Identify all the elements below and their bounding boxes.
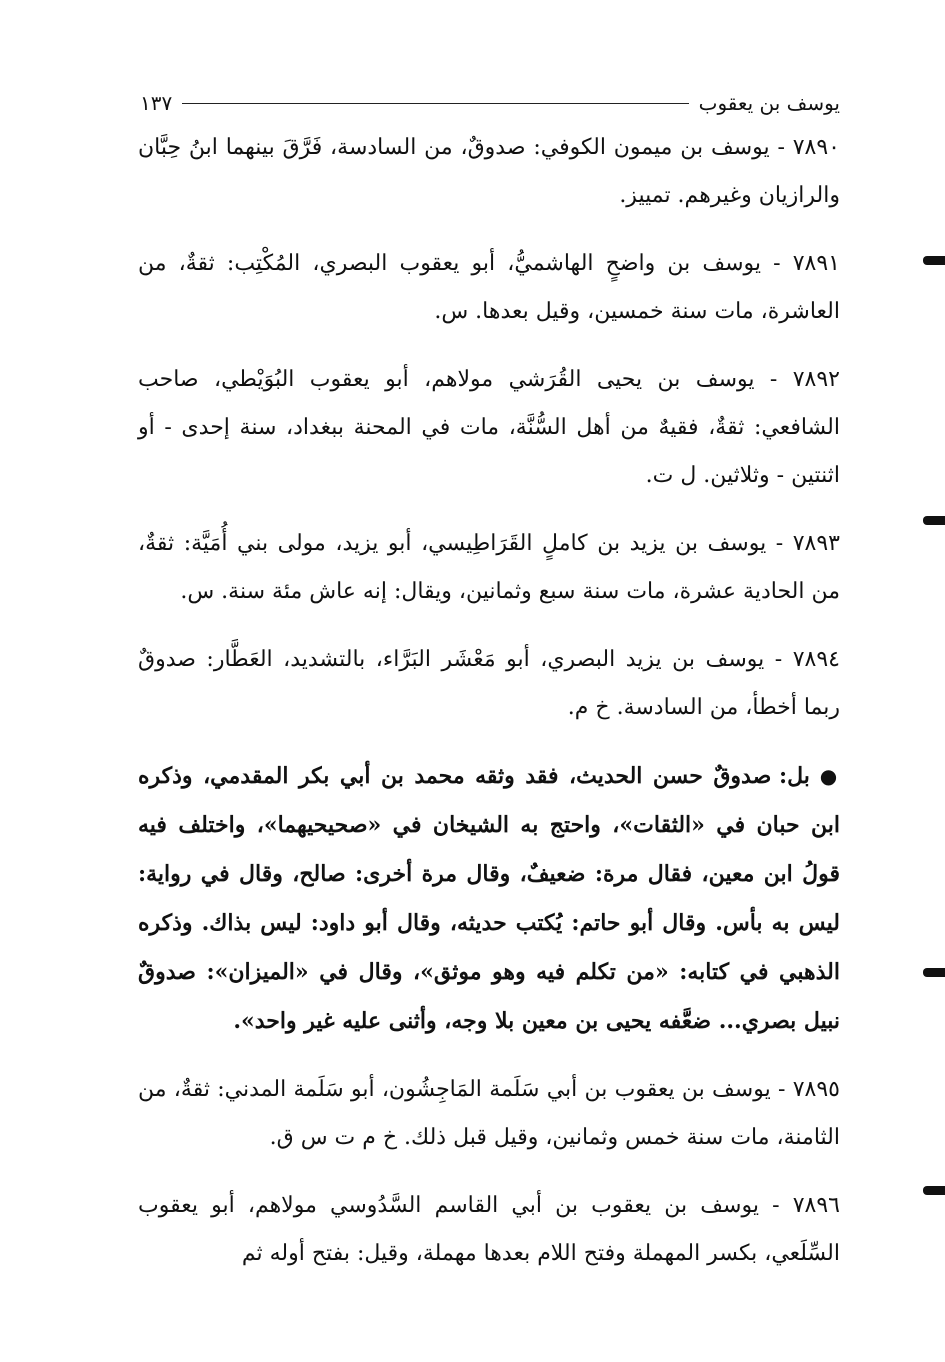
entry-7896: [138, 1182, 840, 1278]
entry-number: ٧٨٩١: [792, 251, 840, 276]
editor-comment: [138, 752, 840, 1046]
page-number: ١٣٧: [140, 91, 173, 115]
header-rule: [182, 103, 688, 104]
page-edge-mark: [923, 256, 945, 265]
entries-list: [138, 124, 840, 1298]
running-title: يوسف بن يعقوب: [698, 91, 840, 115]
entry-text: - يوسف بن يزيد بن كاملٍ القَرَاطِيسي، أبو يزيد، مولى بني أُمَيَّة: ثقةٌ، من الحادية عشرة، مات سنة سبع وثمانين، ويقال: إنه عاش مئة سنة. س.: [138, 531, 840, 604]
entry-number: ٧٨٩٣: [792, 531, 840, 556]
bullet-icon: ●: [819, 764, 840, 788]
entry-7890: [138, 124, 840, 220]
entry-text: - يوسف بن يحيى القُرَشي مولاهم، أبو يعقوب البُوَيْطي، صاحب الشافعي: ثقةٌ، فقيهٌ من أهل السُّنَّة، مات في المحنة ببغداد، سنة إحدى - أو اثنتين - وثلاثين. ل ت.: [138, 367, 840, 488]
entry-7891: [138, 240, 840, 336]
entry-7895: [138, 1066, 840, 1162]
entry-text: - يوسف بن يزيد البصري، أبو مَعْشَر البَرَّاء، بالتشديد، العَطَّار: صدوقٌ ربما أخطأ، من السادسة. خ م.: [138, 647, 840, 720]
entry-number: ٧٨٩٢: [792, 367, 840, 392]
entry-7892: [138, 356, 840, 500]
comment-text: بل: صدوقٌ حسن الحديث، فقد وثقه محمد بن أبي بكر المقدمي، وذكره ابن حبان في «الثقات»، واحتج به الشيخان في «صحيحيهما»، واختلف فيه قولُ ابن معين، فقال مرة: ضعيفٌ، وقال مرة أخرى: صالح، وقال في رواية: ليس به بأس. وقال أبو حاتم: يُكتب حديثه، وقال أبو داود: ليس بذاك. وذكره الذهبي في كتابه: «من تكلم فيه وهو موثق»، وقال في «الميزان»: صدوقٌ نبيل بصري... ضعَّفه يحيى بن معين بلا وجه، وأثنى عليه غير واحد».: [138, 763, 840, 1034]
entry-number: ٧٨٩٦: [792, 1193, 840, 1218]
entry-7893: [138, 520, 840, 616]
entry-text: - يوسف بن ميمون الكوفي: صدوقٌ، من السادسة، فَرَّقَ بينهما ابنُ حِبَّان والرازيان وغيرهم. تمييز.: [138, 135, 840, 208]
entry-text: - يوسف بن يعقوب بن أبي سَلَمة المَاجِشُون، أبو سَلَمة المدني: ثقةٌ، من الثامنة، مات سنة خمس وثمانين، وقيل قبل ذلك. خ م ت س ق.: [138, 1077, 840, 1150]
page-header: [140, 86, 840, 120]
entry-text: - يوسف بن يعقوب بن أبي القاسم السَّدُوسي مولاهم، أبو يعقوب السِّلَعي، بكسر المهملة وفتح اللام بعدها مهملة، وقيل: بفتح أوله ثم: [138, 1193, 840, 1266]
entry-number: ٧٨٩٤: [792, 647, 840, 672]
page-edge-mark: [923, 1186, 945, 1195]
entry-text: - يوسف بن واضحٍ الهاشميُّ، أبو يعقوب البصري، المُكْتِب: ثقةٌ، من العاشرة، مات سنة خمسين، وقيل بعدها. س.: [138, 251, 840, 324]
entry-7894: [138, 636, 840, 732]
page-edge-mark: [923, 968, 945, 977]
page-edge-mark: [923, 516, 945, 525]
entry-number: ٧٨٩٠: [792, 135, 840, 160]
entry-number: ٧٨٩٥: [792, 1077, 840, 1102]
